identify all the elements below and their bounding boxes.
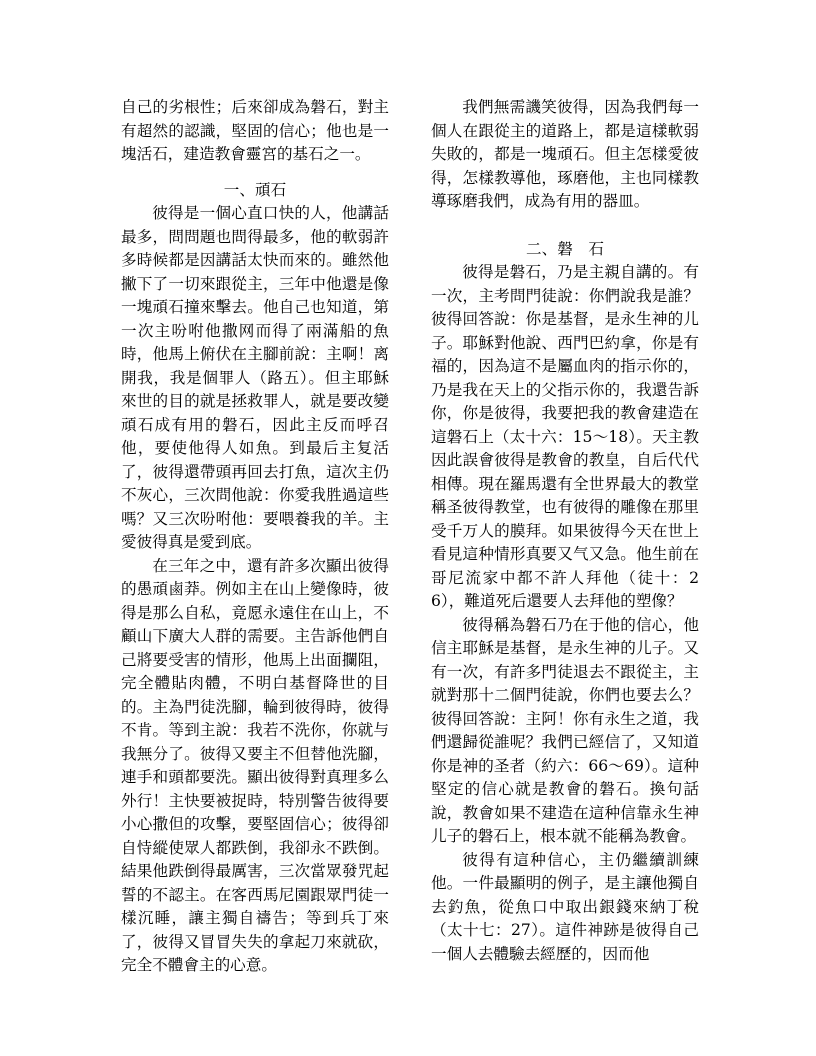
body-paragraph: 在三年之中，還有許多次顯出彼得的愚頑鹵莽。例如主在山上變像時，彼得是那么自私，竟愿永遠住在山上，不顧山下廣大人群的需要。主告訴他們自己將要受害的情形，他馬上出面攔阻，完全體貼肉體，不明白基督降世的目的。主為門徒洗腳，輪到彼得時，彼得不肯。等到主說：我若不洗你，你就与我無分了。彼得又要主不但替他洗腳，連手和頭都要洗。顯出彼得對真理多么外行！主快要被捉時，特別警告彼得要小心撒但的攻擊，要堅固信心；彼得卻自恃縱使眾人都跌倒，我卻永不跌倒。結果他跌倒得最厲害，三次當眾發咒起誓的不認主。在客西馬尼園跟眾門徒一樣沉睡，讓主獨自禱告；等到兵丁來了，彼得又冒冒失失的拿起刀來就砍，完全不體會主的心意。 xyxy=(121,556,389,974)
right-column xyxy=(431,96,699,966)
body-paragraph: 彼得是一個心直口快的人，他講話最多，問問題也問得最多，他的軟弱許多時候都是因講話太快而來的。雖然他撇下了一切來跟從主，三年中他還是像一塊頑石撞來擊去。他自己也知道，第一次主吩咐他撒网而得了兩滿船的魚時，他馬上俯伏在主腳前說：主啊！离開我，我是個罪人（路五）。但主耶穌來世的目的就是拯救罪人，就是要改變頑石成有用的磐石，因此主反而呼召他，要使他得人如魚。到最后主复活了，彼得還帶頭再回去打魚，這次主仍不灰心，三次問他說：你愛我胜過這些嗎？又三次吩咐他：要喂養我的羊。主愛彼得真是愛到底。 xyxy=(121,204,389,551)
body-paragraph: 彼得稱為磐石乃在于他的信心，他信主耶穌是基督，是永生神的儿子。又有一次，有許多門徒退去不跟從主，主就對那十二個門徒說，你們也要去么？彼得回答說：主阿！你有永生之道，我們還歸從誰呢？我們已經信了，又知道你是神的圣者（約六：66～69）。這种堅定的信心就是教會的磐石。換句話說，教會如果不建造在這种信靠永生神儿子的磐石上，根本就不能稱為教會。 xyxy=(431,615,699,845)
section-heading-rock: 二、磐 石 xyxy=(526,239,604,258)
body-paragraph: 我們無需譏笑彼得，因為我們每一個人在跟從主的道路上，都是這樣軟弱失敗的，都是一塊頑石。但主怎樣愛彼得，怎樣教導他，琢磨他，主也同樣教導琢磨我們，成為有用的器皿。 xyxy=(431,98,699,210)
body-paragraph: 彼得是磐石，乃是主親自講的。有一次，主考問門徒說：你們說我是誰？彼得回答說：你是基督，是永生神的儿子。耶穌對他說、西門巴約拿，你是有福的，因為這不是屬血肉的指示你的，乃是我在天上的父指示你的，我還告訴你，你是彼得，我要把我的教會建造在這磐石上（太十六：15～18）。天主教因此誤會彼得是教會的教皇，自后代代相傳。現在羅馬還有全世界最大的教堂稱圣彼得教堂，也有彼得的雕像在那里受千万人的膜拜。如果彼得今天在世上看見這种情形真要又气又急。他生前在哥尼流家中都不許人拜他（徒十：26），難道死后還要人去拜他的塑像？ xyxy=(431,263,699,610)
intro-paragraph: 自己的劣根性；后來卻成為磐石，對主有超然的認識，堅固的信心；他也是一塊活石，建造教會靈宮的基石之一。 xyxy=(121,98,389,163)
left-column xyxy=(121,96,389,978)
body-paragraph: 彼得有這种信心，主仍繼續訓練他。一件最顯明的例子，是主讓他獨自去釣魚，從魚口中取出銀錢來納丁稅（太十七：27）。這件神跡是彼得自己一個人去體驗去經歷的，因而他 xyxy=(431,850,699,963)
section-heading-stubborn-stone: 一、頑石 xyxy=(223,180,287,199)
